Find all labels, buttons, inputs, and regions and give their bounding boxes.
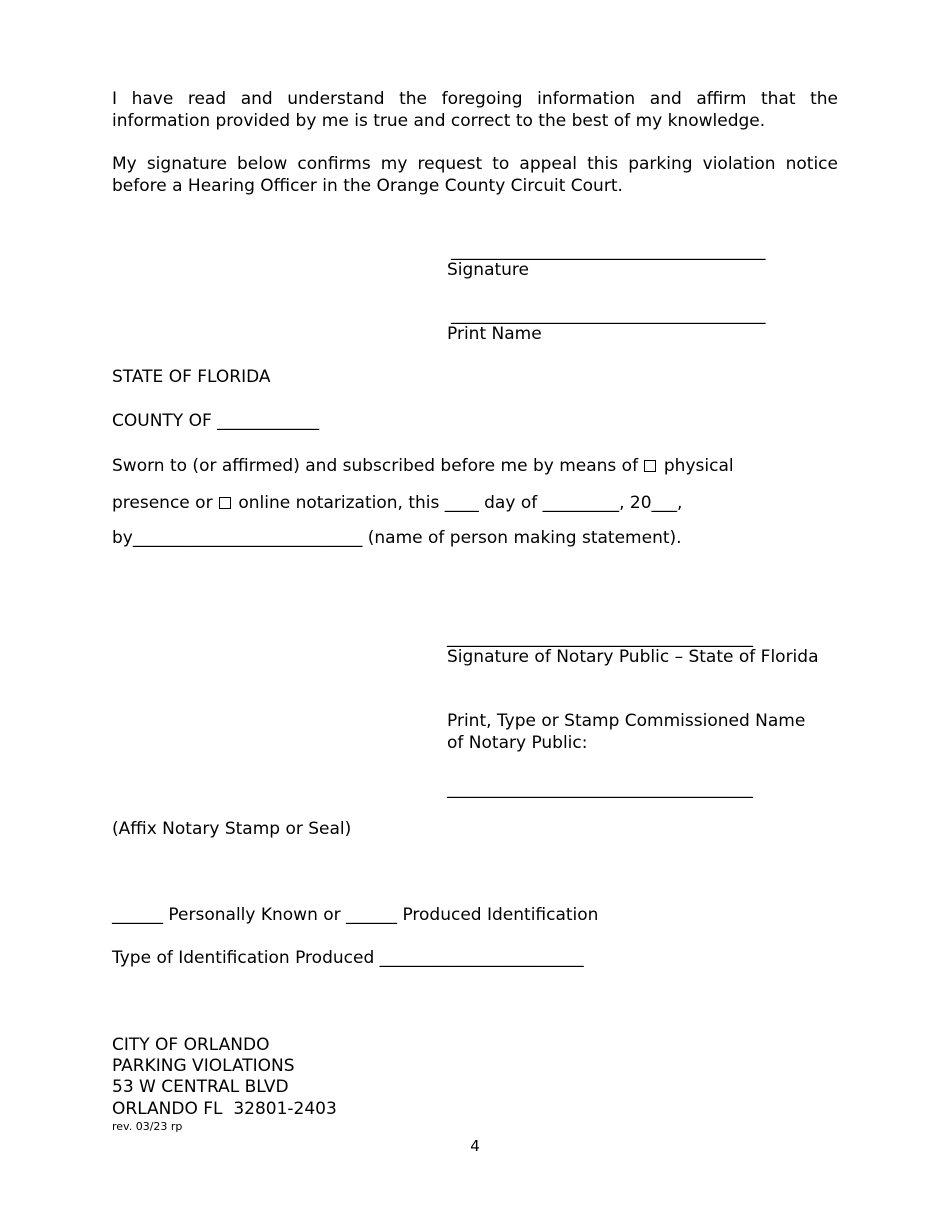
county-blank[interactable]: ____________ xyxy=(217,411,320,431)
notary-signature-label: Signature of Notary Public – State of Florida xyxy=(447,647,819,667)
revision-note: rev. 03/23 rp xyxy=(112,1120,183,1133)
sworn-line-2 xyxy=(112,493,682,513)
affirmation-paragraph-2: My signature below confirms my request to appeal this parking violation notice before a Hearing Officer in the Orange County Circuit Court. xyxy=(112,154,838,196)
address-line-2: PARKING VIOLATIONS xyxy=(112,1056,295,1076)
by-line: by___________________________ (name of person making statement). xyxy=(112,528,682,548)
physical-presence-checkbox[interactable] xyxy=(644,460,656,472)
county-line xyxy=(112,411,319,431)
signature-line[interactable]: _____________________________________ xyxy=(451,241,766,261)
online-notarization-checkbox[interactable] xyxy=(219,497,231,509)
identification-type-line: Type of Identification Produced ________________________ xyxy=(112,948,584,968)
commissioned-name-line[interactable]: ____________________________________ xyxy=(447,779,753,799)
sworn-line-1 xyxy=(112,456,734,476)
commissioned-name-label-1: Print, Type or Stamp Commissioned Name xyxy=(447,711,806,731)
physical-option-label: physical xyxy=(663,456,734,476)
identification-line: ______ Personally Known or ______ Produced Identification xyxy=(112,905,599,925)
address-line-4: ORLANDO FL 32801-2403 xyxy=(112,1099,337,1119)
page-number: 4 xyxy=(470,1137,480,1155)
commissioned-name-label-2: of Notary Public: xyxy=(447,733,588,753)
address-line-1: CITY OF ORLANDO xyxy=(112,1035,270,1055)
print-name-label: Print Name xyxy=(447,324,542,344)
notary-signature-line[interactable]: ____________________________________ xyxy=(447,628,753,648)
address-line-3: 53 W CENTRAL BLVD xyxy=(112,1077,289,1097)
online-option-label: online notarization, this ____ day of _________, 20___, xyxy=(238,493,683,513)
print-name-line[interactable]: _____________________________________ xyxy=(451,305,766,325)
sworn-text-1: Sworn to (or affirmed) and subscribed before me by means of xyxy=(112,456,639,476)
notary-stamp-note: (Affix Notary Stamp or Seal) xyxy=(112,819,352,839)
state-heading: STATE OF FLORIDA xyxy=(112,367,271,387)
county-label: COUNTY OF xyxy=(112,411,212,431)
sworn-text-2: presence or xyxy=(112,493,213,513)
signature-label: Signature xyxy=(447,260,530,280)
affirmation-paragraph-1: I have read and understand the foregoing information and affirm that the information provided by me is true and correct to the best of my knowledge. xyxy=(112,89,838,131)
